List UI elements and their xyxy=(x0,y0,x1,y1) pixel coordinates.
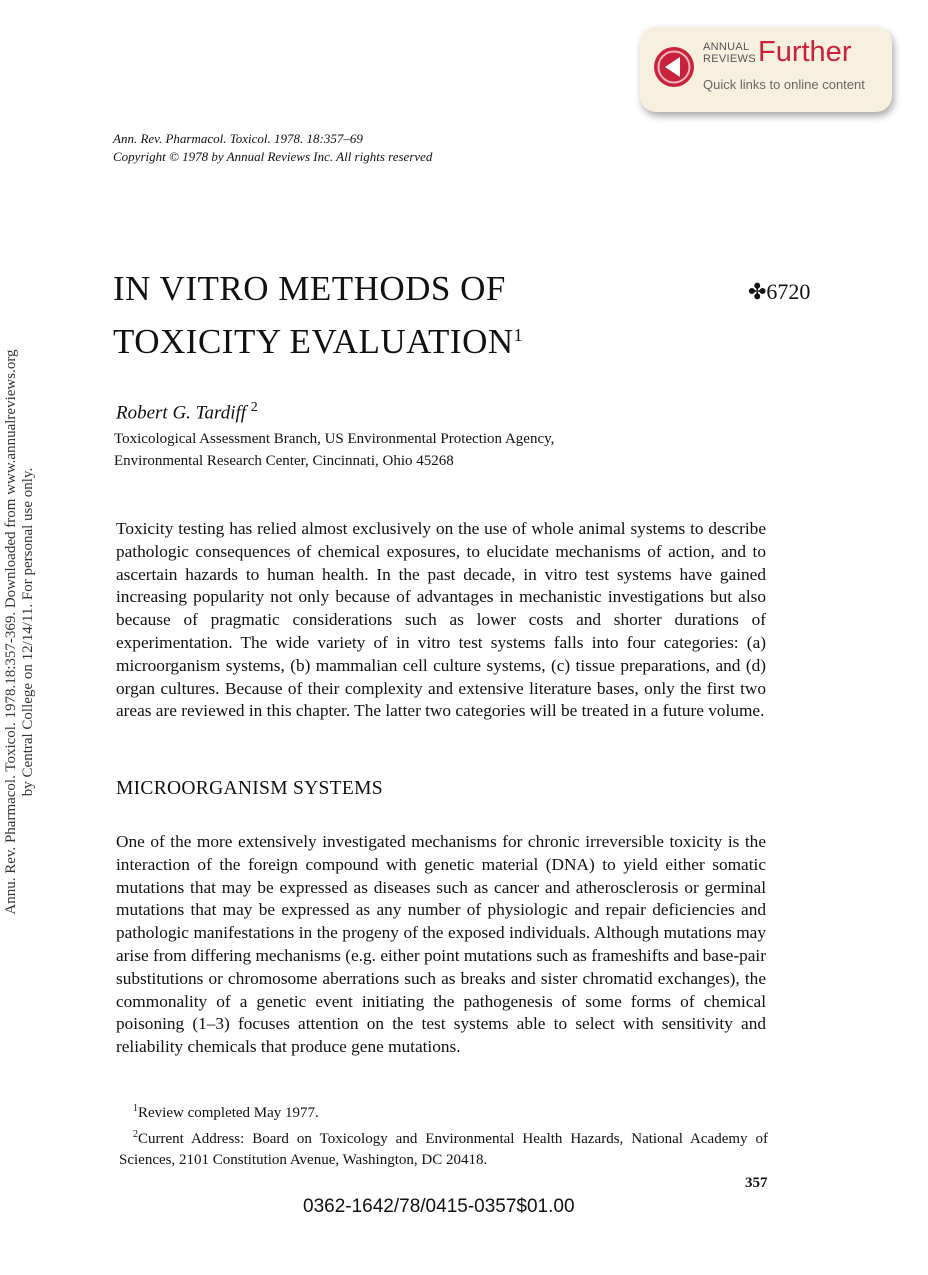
badge-reviews-text: REVIEWS xyxy=(703,53,756,65)
citation-line2: Copyright © 1978 by Annual Reviews Inc. All rights reserved xyxy=(113,149,433,164)
badge-further-text[interactable]: Further xyxy=(758,36,852,68)
footnote-1 xyxy=(119,1098,768,1124)
author-affiliation xyxy=(114,428,554,472)
play-back-icon[interactable] xyxy=(653,46,695,88)
title-line1: IN VITRO METHODS OF xyxy=(113,269,506,308)
author-footnote-mark: 2 xyxy=(250,400,258,415)
title-footnote-mark: 1 xyxy=(513,325,524,345)
footnote-2-text: Current Address: Board on Toxicology and Environmental Health Hazards, National Academy of Sciences, 2101 Constitution Avenue, Washington, DC 20418. xyxy=(119,1131,768,1168)
author-name-text: Robert G. Tardiff xyxy=(116,402,247,424)
footnotes xyxy=(119,1098,768,1171)
page-number: 357 xyxy=(745,1175,768,1191)
section-heading: MICROORGANISM SYSTEMS xyxy=(116,778,383,799)
download-notice xyxy=(3,312,37,952)
download-notice-line1: Annu. Rev. Pharmacol. Toxicol. 1978.18:357-369. Downloaded from www.annualreviews.org xyxy=(3,349,19,915)
badge-quick-links-text[interactable]: Quick links to online content xyxy=(703,77,865,92)
badge-publisher-label xyxy=(703,41,756,65)
document-number: ✤6720 xyxy=(748,279,811,304)
footnote-2-mark: 2 xyxy=(133,1129,138,1140)
annual-reviews-further-badge[interactable] xyxy=(640,27,892,112)
download-notice-line2: by Central College on 12/14/11. For personal use only. xyxy=(20,467,36,797)
journal-citation xyxy=(113,130,432,166)
badge-annual-text: ANNUAL xyxy=(703,41,750,53)
footnote-1-mark: 1 xyxy=(133,1103,138,1114)
article-title xyxy=(113,266,523,365)
affiliation-line2: Environmental Research Center, Cincinnati, Ohio 45268 xyxy=(114,453,454,469)
footnote-1-text: Review completed May 1977. xyxy=(138,1105,319,1121)
title-line2-text: TOXICITY EVALUATION xyxy=(113,322,514,361)
citation-line1: Ann. Rev. Pharmacol. Toxicol. 1978. 18:357–69 xyxy=(113,131,363,146)
affiliation-line1: Toxicological Assessment Branch, US Environmental Protection Agency, xyxy=(114,431,555,447)
intro-paragraph: Toxicity testing has relied almost exclusively on the use of whole animal systems to describe pathologic consequences of chemical exposures, to elucidate mechanisms of action, and to ascertain hazards to human health. In the past decade, in vitro test systems have gained increasing popularity not only because of advantages in mechanistic investigations but also because of pragmatic considerations such as lower costs and shorter durations of experimentation. The wide variety of in vitro test systems falls into four categories: (a) microorganism systems, (b) mammalian cell culture systems, (c) tissue preparations, and (d) organ cultures. Because of their complexity and extensive literature bases, only the first two areas are reviewed in this chapter. The latter two categories will be treated in a future volume. xyxy=(116,519,766,721)
author-name xyxy=(116,400,258,424)
footnote-2 xyxy=(119,1124,768,1171)
title-line2 xyxy=(113,312,523,365)
article-code: 0362-1642/78/0415-0357$01.00 xyxy=(303,1196,575,1217)
section-paragraph: One of the more extensively investigated mechanisms for chronic irreversible toxicity is the interaction of the foreign compound with genetic material (DNA) to yield either somatic mutations that may be expressed as diseases such as cancer and atherosclerosis or germinal mutations that may be expressed as any number of physiologic and repair deficiencies and pathologic manifestations in the progeny of the exposed individuals. Although mutations may arise from differing mechanisms (e.g. either point mutations such as frameshifts and base-pair substitutions or chromosome aberrations such as breaks and sister chromatid exchanges), the commonality of a genetic event initiating the pathogenesis of some forms of chemical poisoning (1–3) focuses attention on the test systems able to select with sensitivity and reliability chemicals that produce gene mutations. xyxy=(116,832,766,1057)
